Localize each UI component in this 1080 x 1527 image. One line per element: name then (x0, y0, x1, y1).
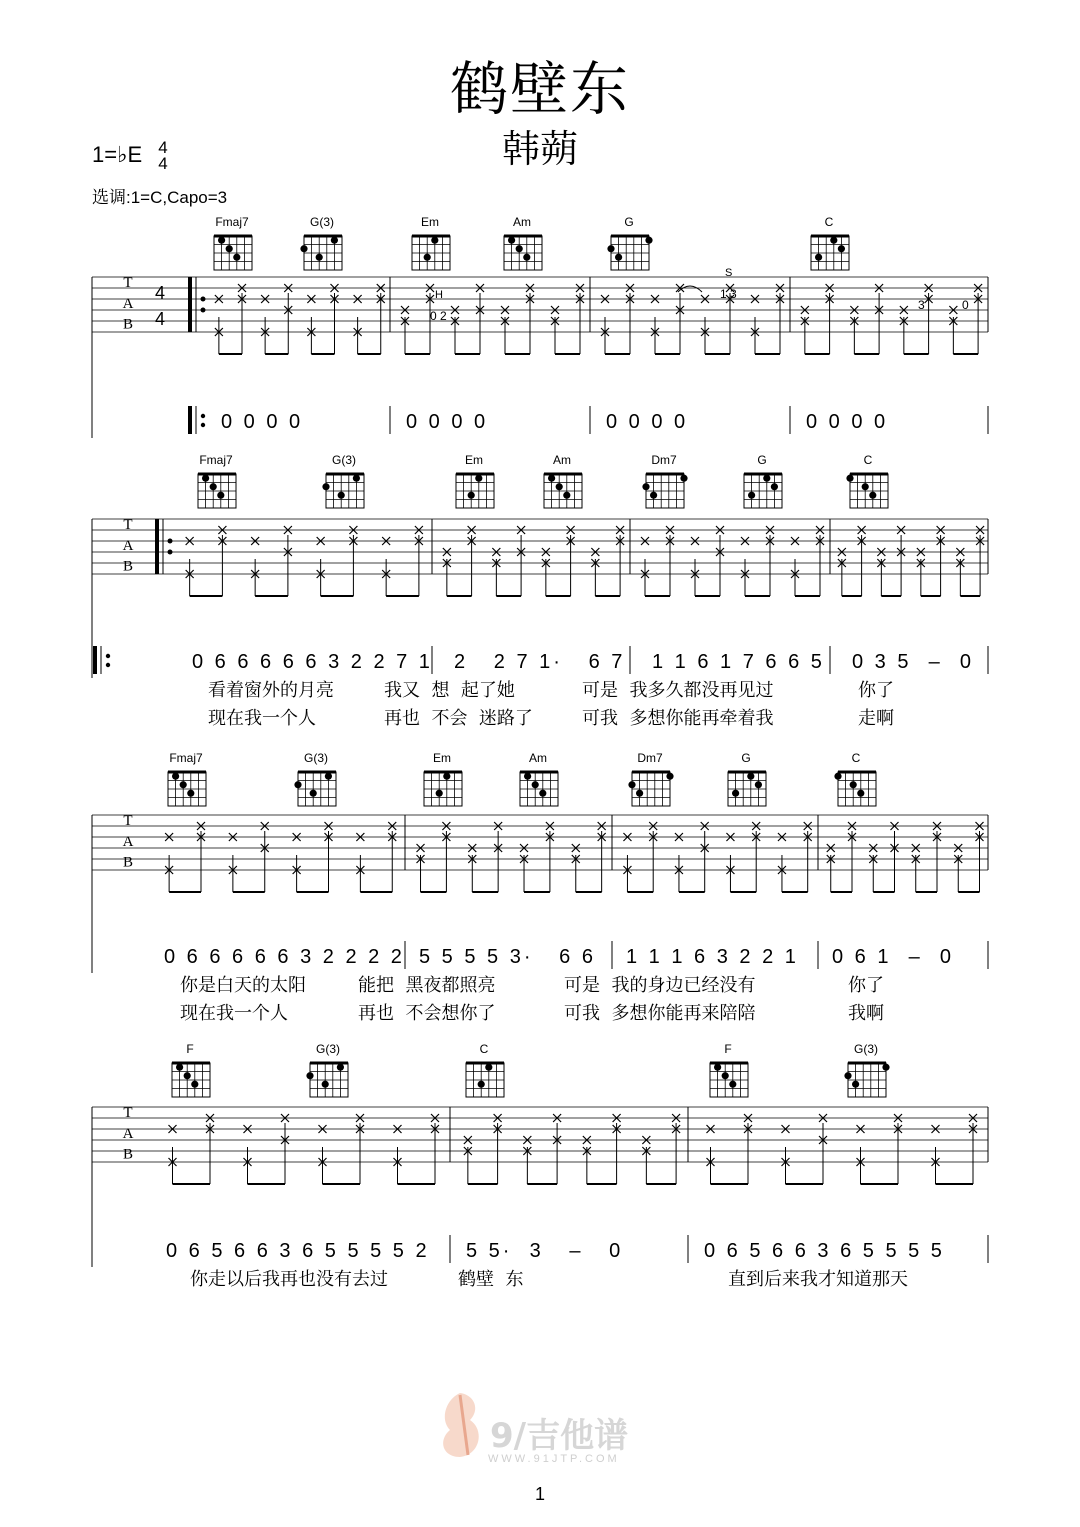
lyric-line-2: 再也 不会想你了 (358, 1003, 496, 1024)
chord-name: G(3) (316, 1042, 340, 1056)
chord-dot (322, 483, 329, 490)
chord-dot (310, 790, 317, 797)
watermark-brand: 9/吉他谱 (490, 1416, 629, 1456)
tab-ts-top: 4 (154, 283, 166, 303)
jianpu-measure: 0 0 0 0 (606, 411, 689, 433)
chord-dot (834, 773, 841, 780)
lyric-line-1: 你是白天的太阳 (180, 975, 306, 996)
lyric-line-1: 直到后来我才知道那天 (728, 1269, 908, 1290)
chord-dot (337, 1064, 344, 1071)
chord-dot (523, 254, 530, 261)
chord-dot (869, 492, 876, 499)
artist-name: 韩蒴 (501, 127, 578, 171)
chord-dot (431, 237, 438, 244)
chord-name: G (757, 453, 767, 467)
tab-label-b: B (122, 854, 134, 871)
chord-dot (763, 475, 770, 482)
chord-name: Dm7 (637, 751, 663, 765)
chord-dot (747, 773, 754, 780)
slide-mark: S (725, 267, 733, 279)
repeat-dot (201, 423, 205, 427)
jianpu-measure: 0 6 6 6 6 6 3 2 2 7 1 (192, 651, 433, 673)
chord-dot (218, 237, 225, 244)
chord-dot (424, 254, 431, 261)
repeat-dot (201, 414, 205, 418)
chord-name: Em (433, 751, 451, 765)
chord-dot (666, 773, 673, 780)
lyric-line-1: 你了 (858, 680, 894, 701)
chord-dot (556, 483, 563, 490)
chord-dot (539, 790, 546, 797)
chord-dot (436, 790, 443, 797)
jianpu-measure: 0 6 5 6 6 3 6 5 5 5 5 (704, 1240, 945, 1262)
tab-ts-bottom: 4 (154, 309, 166, 329)
chord-dot (338, 492, 345, 499)
chord-dot (830, 237, 837, 244)
chord-dot (184, 1072, 191, 1079)
lyric-line-1: 你了 (848, 975, 884, 996)
jianpu-measure: 2 2 7 1· 6 7 (454, 651, 626, 673)
chord-dot (636, 790, 643, 797)
chord-dot (850, 781, 857, 788)
jianpu-measure: 0 6 1 – 0 (832, 946, 954, 968)
chord-dot (642, 483, 649, 490)
chord-dot (210, 483, 217, 490)
lyric-line-2: 可我 多想你能再来陪陪 (564, 1003, 756, 1024)
chord-dot (508, 237, 515, 244)
chord-dot (563, 492, 570, 499)
chord-dot (294, 781, 301, 788)
lyric-line-2: 走啊 (858, 708, 894, 729)
chord-dot (443, 773, 450, 780)
tab-label-t: T (123, 812, 133, 829)
repeat-dot (201, 308, 206, 313)
chord-dot (524, 773, 531, 780)
key-signature (92, 140, 168, 172)
time-sig-bottom: 4 (158, 154, 168, 173)
chord-dot (516, 245, 523, 252)
chord-dot (217, 492, 224, 499)
chord-dot (233, 254, 240, 261)
chord-dot (714, 1064, 721, 1071)
tab-label-a: A (122, 537, 134, 554)
repeat-dot (201, 297, 206, 302)
jianpu-measure: 0 0 0 0 (406, 411, 489, 433)
tab-label-a: A (122, 833, 134, 850)
repeat-dot (106, 654, 110, 658)
chord-dot (680, 475, 687, 482)
tab-system-4 (0, 1040, 1080, 1300)
tab-label-t: T (123, 1104, 133, 1121)
chord-dot (771, 483, 778, 490)
guitar-logo-icon (430, 1385, 490, 1465)
chord-dot (191, 1081, 198, 1088)
chord-dot (650, 492, 657, 499)
tab-system-3 (0, 745, 1080, 1030)
jianpu-measure: 1 1 1 6 3 2 2 1 (626, 946, 799, 968)
page-number: 1 (534, 1484, 545, 1504)
chord-name: Am (553, 453, 571, 467)
chord-dot (187, 790, 194, 797)
fret-number: 3 (918, 298, 925, 312)
chord-dot (852, 1081, 859, 1088)
chord-dot (176, 1064, 183, 1071)
tab-label-t: T (123, 516, 133, 533)
watermark-url: WWW.91JTP.COM (488, 1453, 620, 1465)
lyric-line-1: 你走以后我再也没有去过 (190, 1269, 388, 1290)
chord-dot (846, 475, 853, 482)
chord-dot (172, 773, 179, 780)
chord-name: G (741, 751, 751, 765)
time-sig-top: 4 (158, 138, 168, 157)
chord-name: C (863, 453, 873, 467)
chord-dot (485, 1064, 492, 1071)
chord-name: Em (421, 215, 439, 229)
chord-dot (607, 245, 614, 252)
lyric-line-2: 我啊 (848, 1003, 884, 1024)
chord-dot (316, 254, 323, 261)
tab-label-a: A (122, 295, 134, 312)
chord-dot (628, 781, 635, 788)
chord-dot (202, 475, 209, 482)
lyric-line-1: 可是 我的身边已经没有 (564, 975, 756, 996)
lyric-line-1: 可是 我多久都没再见过 (582, 680, 774, 701)
chord-dot (322, 1081, 329, 1088)
chord-name: Em (465, 453, 483, 467)
lyric-line-1: 我又 想 起了她 (384, 680, 515, 701)
lyric-line-2: 再也 不会 迷路了 (384, 708, 533, 729)
chord-dot (475, 475, 482, 482)
chord-name: G(3) (310, 215, 334, 229)
lyric-line-1: 看着窗外的月亮 (208, 680, 334, 701)
jianpu-measure: 5 5· 3 – 0 (466, 1240, 624, 1262)
tab-label-b: B (122, 1146, 134, 1163)
chord-dot (226, 245, 233, 252)
tab-system-1 (0, 210, 1080, 450)
chord-dot (306, 1072, 313, 1079)
key-label: 1=♭E (92, 141, 143, 167)
chord-dot (325, 773, 332, 780)
lyric-line-2: 现在我一个人 (208, 708, 316, 729)
chord-name: G(3) (332, 453, 356, 467)
chord-dot (331, 237, 338, 244)
chord-dot (815, 254, 822, 261)
chord-dot (180, 781, 187, 788)
song-title: 鹤壁东 (449, 55, 630, 123)
chord-dot (838, 245, 845, 252)
chord-name: Am (513, 215, 531, 229)
chord-dot (857, 790, 864, 797)
jianpu-measure: 0 0 0 0 (221, 411, 304, 433)
chord-dot (729, 1081, 736, 1088)
chord-dot (548, 475, 555, 482)
chord-dot (645, 237, 652, 244)
chord-dot (862, 483, 869, 490)
tab-system-2 (0, 452, 1080, 732)
fret-number: 0 (962, 298, 969, 312)
harmonic-mark: H (435, 289, 443, 301)
chord-dot (300, 245, 307, 252)
chord-name: Fmaj7 (215, 215, 249, 229)
chord-name: C (851, 751, 861, 765)
chord-name: Fmaj7 (169, 751, 203, 765)
chord-name: C (824, 215, 834, 229)
tab-label-a: A (122, 1125, 134, 1142)
chord-dot (882, 1064, 889, 1071)
chord-name: F (186, 1042, 194, 1056)
chord-dot (722, 1072, 729, 1079)
jianpu-measure: 0 3 5 – 0 (852, 651, 974, 673)
tab-label-b: B (122, 558, 134, 575)
chord-dot (532, 781, 539, 788)
lyric-line-2: 可我 多想你能再牵着我 (582, 708, 774, 729)
chord-name: Fmaj7 (199, 453, 233, 467)
chord-name: G(3) (304, 751, 328, 765)
chord-dot (748, 492, 755, 499)
jianpu-measure: 0 0 0 0 (806, 411, 889, 433)
capo-info: 选调:1=C,Capo=3 (92, 188, 228, 207)
jianpu-measure: 0 6 6 6 6 6 3 2 2 2 2 (164, 946, 405, 968)
lyric-line-1: 能把 黑夜都照亮 (358, 975, 496, 996)
repeat-dot (168, 550, 173, 555)
chord-name: Dm7 (651, 453, 677, 467)
lyric-line-1: 鹤壁 东 (458, 1269, 524, 1290)
chord-dot (478, 1081, 485, 1088)
chord-name: F (724, 1042, 732, 1056)
chord-dot (615, 254, 622, 261)
tab-label-t: T (123, 274, 133, 291)
jianpu-measure: 1 1 6 1 7 6 6 5 (652, 651, 825, 673)
repeat-dot (168, 539, 173, 544)
repeat-dot (106, 663, 110, 667)
jianpu-measure: 0 6 5 6 6 3 6 5 5 5 5 2 (166, 1240, 430, 1262)
chord-dot (732, 790, 739, 797)
chord-name: G(3) (854, 1042, 878, 1056)
lyric-line-2: 现在我一个人 (180, 1003, 288, 1024)
chord-dot (755, 781, 762, 788)
fret-number: 0 2 (430, 309, 447, 323)
chord-name: C (479, 1042, 489, 1056)
fret-number: 1 3 (720, 287, 737, 301)
tab-label-b: B (122, 316, 134, 333)
chord-dot (353, 475, 360, 482)
chord-dot (844, 1072, 851, 1079)
chord-dot (468, 492, 475, 499)
chord-name: Am (529, 751, 547, 765)
chord-name: G (624, 215, 634, 229)
jianpu-measure: 5 5 5 5 3· 6 6 (419, 946, 596, 968)
